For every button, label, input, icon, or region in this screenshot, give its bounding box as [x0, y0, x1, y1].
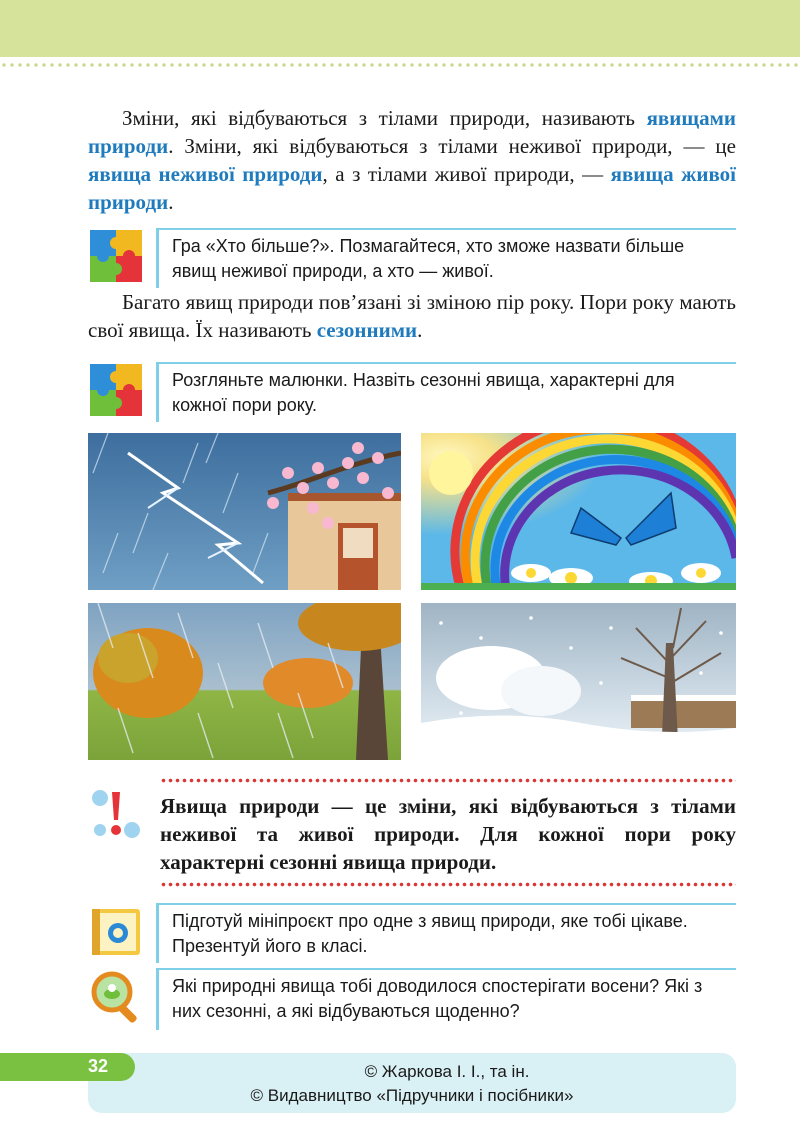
page-number: 32 [88, 1056, 109, 1076]
task-bar [156, 968, 159, 1030]
seasons-paragraph [88, 288, 736, 344]
header-band [0, 0, 800, 57]
puzzle-icon [88, 362, 144, 418]
intro-text-1: Зміни, які відбуваються з тілами природи, називають [122, 106, 647, 130]
summer-rainbow-butterfly-illustration [421, 433, 736, 590]
task-line [156, 903, 736, 905]
task-game-text: Гра «Хто більше?». Позмагайтеся, хто зможе назвати більше явищ неживої природи, а хто — живої. [172, 236, 685, 281]
task-project [88, 903, 736, 963]
exclamation-icon [88, 786, 144, 842]
term-living-phenomena: явища живої природи [88, 162, 736, 214]
autumn-rain-illustration [88, 603, 401, 760]
rule-dots-top [160, 778, 736, 783]
footer-copyright-publisher: © Видавництво «Підручники і посібники» [250, 1086, 574, 1105]
page-number-tab [0, 1053, 135, 1081]
book-icon [88, 903, 144, 959]
rule-text: Явища природи — це зміни, які відбуваються з тілами неживої та живої природи. Для кожної пори року характерні сезонні явища природи. [160, 794, 736, 874]
header-dots [0, 62, 800, 68]
puzzle-icon [88, 228, 144, 284]
intro-text-2: . Зміни, які відбуваються з тілами неживої природи, — це [168, 134, 736, 158]
term-seasonal: сезонними [316, 318, 418, 342]
task-bar [156, 903, 159, 963]
footer-copyright-authors: © Жаркова І. І., та ін. [364, 1062, 530, 1081]
seasons-text-2: . [417, 318, 423, 342]
intro-paragraph [88, 104, 736, 216]
task-bar [156, 362, 159, 422]
rule-box [160, 778, 736, 888]
task-bar [156, 228, 159, 288]
task-look-text: Розгляньте малюнки. Назвіть сезонні явища, характерні для кожної пори року. [172, 370, 675, 415]
term-nonliving-phenomena: явища неживої природи [88, 162, 323, 186]
seasons-text-1: Багато явищ природи пов’язані зі зміною пір року. Пори року мають свої явища. Їх називають [88, 290, 736, 342]
task-line [156, 228, 736, 230]
rule-dots-bottom [160, 882, 736, 887]
task-line [156, 362, 736, 364]
task-look [88, 362, 736, 422]
term-phenomena: явищами природи [88, 106, 736, 158]
task-game [88, 228, 736, 288]
task-line [156, 968, 736, 970]
footer [88, 1053, 736, 1113]
winter-snow-illustration [421, 603, 736, 760]
task-observe-text: Які природні явища тобі доводилося спостерігати восени? Які з них сезонні, а які відбуваються щоденно? [172, 976, 703, 1021]
spring-thunderstorm-illustration [88, 433, 401, 590]
task-project-text: Підготуй мініпроєкт про одне з явищ природи, яке тобі цікаве. Презентуй його в класі. [172, 911, 688, 956]
magnifier-icon [88, 968, 144, 1024]
task-observe [88, 968, 736, 1030]
intro-text-3: , а з тілами живої природи, — [322, 162, 611, 186]
intro-text-4: . [168, 190, 174, 214]
